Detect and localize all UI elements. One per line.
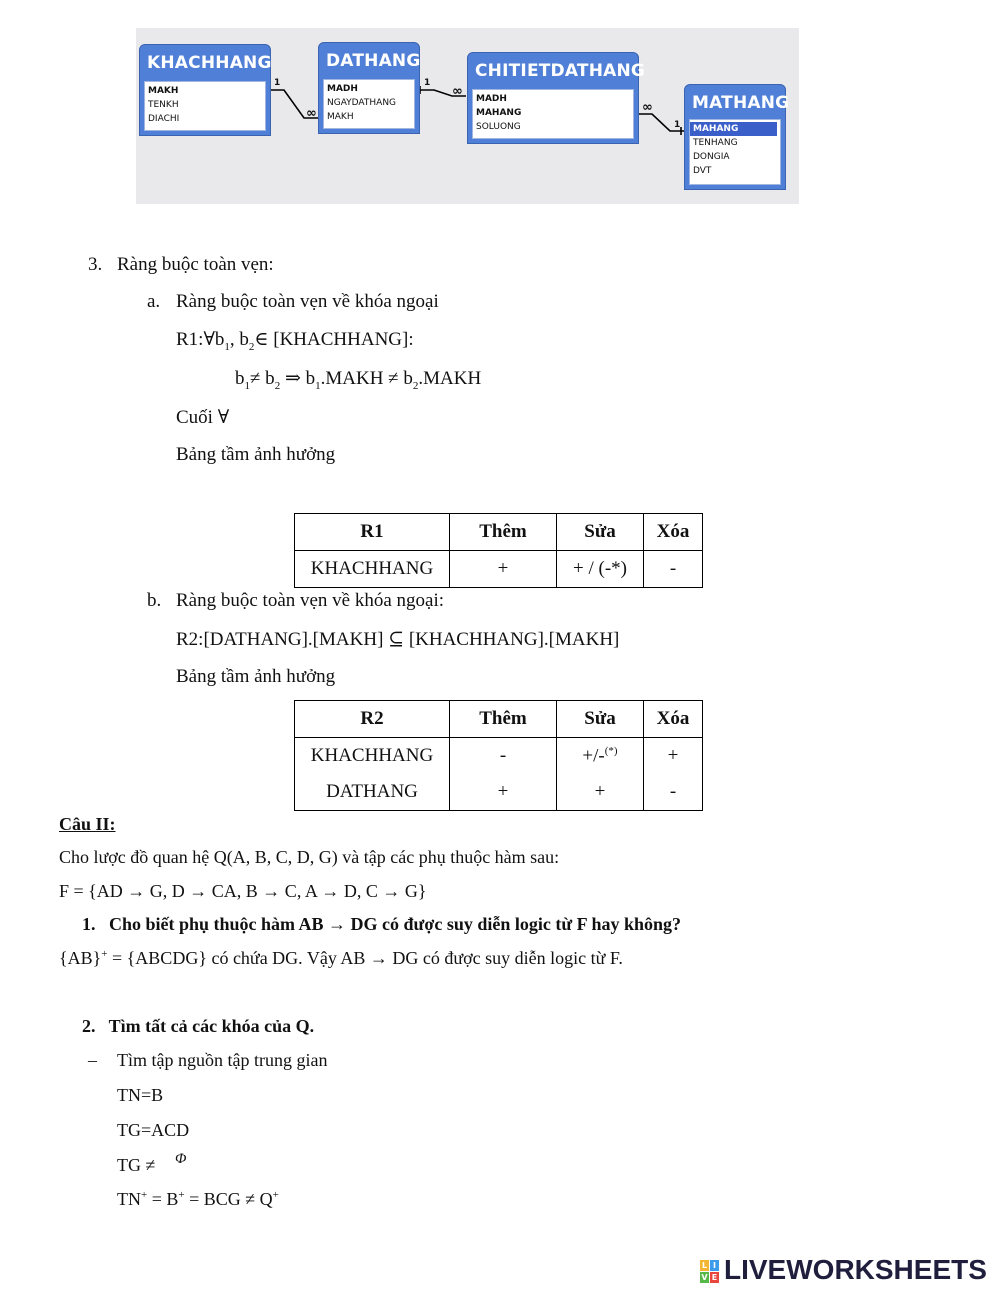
table-header: R1	[295, 514, 450, 551]
table-row	[295, 774, 703, 811]
section-3-heading: Ràng buộc toàn vẹn:	[117, 254, 274, 275]
item-a-label: a.	[147, 291, 161, 312]
empty-set-symbol: Φ	[175, 1151, 187, 1167]
tn-value: TN=B	[117, 1085, 164, 1105]
item-b-text: Ràng buộc toàn vẹn về khóa ngoại:	[176, 590, 445, 611]
table-header: Thêm	[450, 701, 557, 738]
table-cell: -	[450, 738, 557, 775]
impact-table-r2	[294, 700, 703, 811]
field-makh: MAKH	[327, 112, 354, 122]
field-makh: MAKH	[148, 86, 179, 96]
answer-1: {AB}+ = {ABCDG} có chứa DG. Vậy AB → DG có được suy diễn logic từ F.	[59, 948, 623, 968]
table-cell: +	[450, 551, 557, 588]
entity-dathang	[318, 42, 420, 134]
r1-definition: $R1:\forall b_1$, $b_2\in$ [KHACHHANG]:	[176, 329, 414, 353]
logo-letter-l: L	[701, 1261, 708, 1270]
entity-title: KHACHHANG	[147, 53, 272, 73]
table-cell: KHACHHANG	[295, 551, 450, 588]
one-label-2: 1	[424, 78, 431, 88]
item-a-text: Ràng buộc toàn vẹn về khóa ngoại	[176, 291, 439, 312]
liveworksheets-brand: LIVEWORKSHEETS	[724, 1254, 987, 1285]
table-cell: +	[557, 774, 644, 811]
table-cell: DATHANG	[295, 774, 450, 811]
field-mahang: MAHANG	[476, 108, 522, 118]
table-header: Sửa	[557, 514, 644, 551]
one-label-1: 1	[274, 78, 281, 88]
field-dongia: DONGIA	[693, 152, 730, 162]
table-header: R2	[295, 701, 450, 738]
field-madh: MADH	[327, 84, 358, 94]
r2-definition: R2:[DATHANG].[MAKH] ⊆ [KHACHHANG].[MAKH]	[176, 629, 620, 650]
fd-set: F = {AD → G, D → CA, B → C, A → D, C → G}	[59, 881, 427, 901]
item-b-label: b.	[147, 590, 162, 611]
entity-chitietdathang	[467, 52, 646, 144]
table-header-row	[295, 701, 703, 738]
table-cell: + / (-*)	[557, 551, 644, 588]
field-tenkh: TENKH	[148, 100, 179, 110]
impact-table-label-1: Bảng tầm ảnh hưởng	[176, 444, 336, 465]
field-diachi: DIACHI	[148, 114, 180, 124]
bullet-dash: –	[88, 1050, 97, 1070]
table-header: Sửa	[557, 701, 644, 738]
cau-2-intro: Cho lược đồ quan hệ Q(A, B, C, D, G) và tập các phụ thuộc hàm sau:	[59, 847, 560, 867]
table-cell: -	[644, 774, 703, 811]
impact-table-r1	[294, 513, 703, 588]
impact-table-label-2: Bảng tầm ảnh hưởng	[176, 666, 336, 687]
cau-2-title: Câu II:	[59, 814, 116, 834]
table-cell: +/-(*)	[557, 738, 644, 775]
entity-title: CHITIETDATHANG	[475, 61, 646, 81]
question-2: 2. Tìm tất cả các khóa của Q.	[82, 1016, 315, 1036]
many-label-1: ∞	[306, 106, 317, 121]
logo-letter-v: V	[701, 1273, 708, 1282]
question-1: 1. Cho biết phụ thuộc hàm AB → DG có được suy diễn logic từ F hay không?	[82, 914, 682, 934]
step-text: Tìm tập nguồn tập trung gian	[117, 1050, 328, 1070]
table-header: Xóa	[644, 514, 703, 551]
tg-value: TG=ACD	[117, 1120, 190, 1140]
entity-title: DATHANG	[326, 51, 421, 71]
er-diagram	[136, 28, 799, 204]
field-soluong: SOLUONG	[476, 122, 521, 132]
table-cell: KHACHHANG	[295, 738, 450, 775]
field-ngaydathang: NGAYDATHANG	[327, 98, 397, 108]
table-row	[295, 551, 703, 588]
r1-end: Cuối ∀	[176, 407, 230, 428]
logo-letter-e: E	[711, 1273, 718, 1282]
logo-letter-i: I	[710, 1260, 719, 1271]
tg-not-empty: TG ≠	[117, 1155, 156, 1175]
r1-condition: $b_1\ne b_2$ ⇒ $b_1.MAKH$ ≠ $b_2.MAKH$	[235, 368, 482, 392]
table-header: Xóa	[644, 701, 703, 738]
many-label-3: ∞	[642, 100, 653, 115]
field-mahang: MAHANG	[690, 122, 777, 136]
one-label-3: 1	[674, 120, 681, 130]
section-3-number: 3.	[88, 254, 103, 275]
table-header: Thêm	[450, 514, 557, 551]
tn-closure: TN+ = B+ = BCG ≠ Q+	[117, 1189, 279, 1209]
field-tenhang: TENHANG	[693, 138, 738, 148]
entity-title: MATHANG	[692, 93, 790, 113]
table-cell: +	[644, 738, 703, 775]
table-row	[295, 738, 703, 775]
field-dvt: DVT	[693, 166, 712, 176]
table-cell: +	[450, 774, 557, 811]
table-cell: -	[644, 551, 703, 588]
entity-khachhang	[139, 44, 271, 136]
entity-mathang	[684, 84, 790, 190]
many-label-2: ∞	[452, 84, 463, 99]
field-madh: MADH	[476, 94, 507, 104]
table-header-row	[295, 514, 703, 551]
